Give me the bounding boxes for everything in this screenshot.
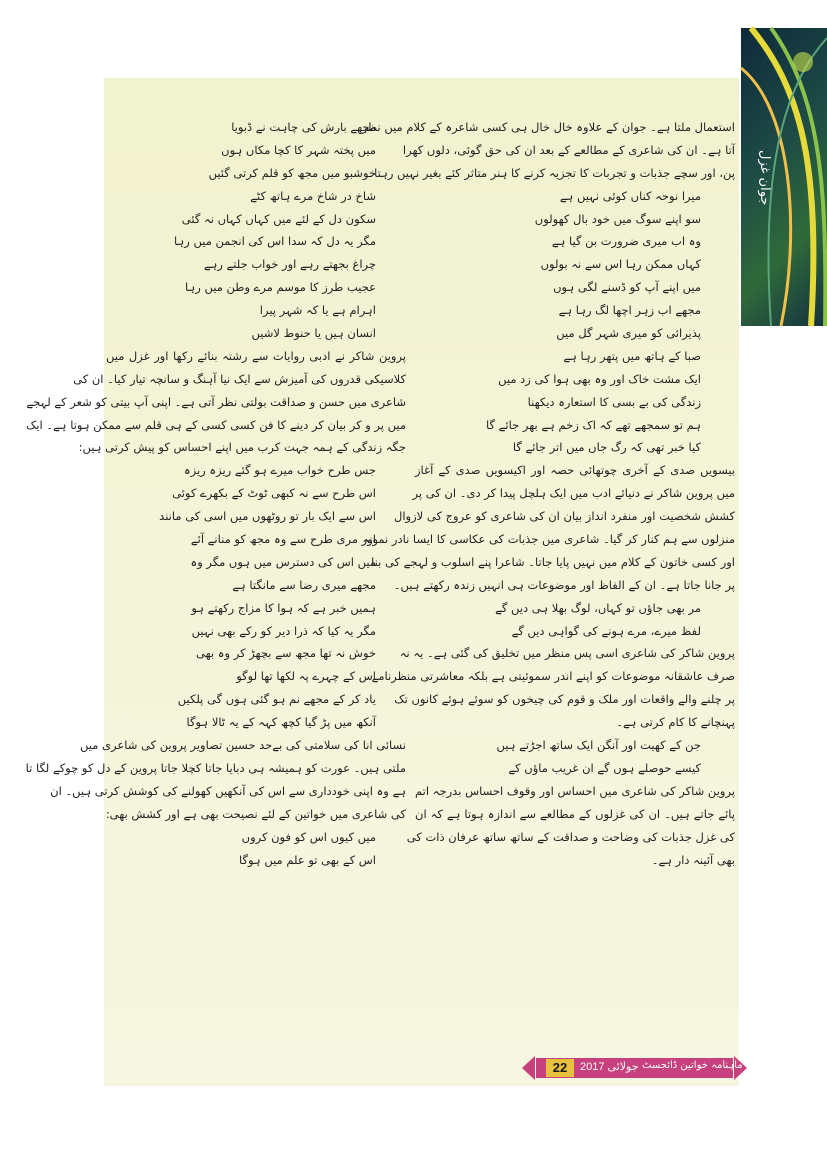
right-paragraph-3 xyxy=(406,780,735,872)
right-paragraph-2 xyxy=(371,642,735,734)
verse-line: عجیب طرز کا موسم مرے وطن میں رہا xyxy=(185,280,376,295)
text-line: منزلوں سے ہم کنار کر گیا۔ شاعری میں جذبات کی عکاسی کا ایسا نادر نمونہ xyxy=(362,532,735,547)
verse-line: جن کے کھیت اور آنگن ایک ساتھ اجڑتے ہیں xyxy=(496,738,701,753)
verse-line: مر بھی جاؤں تو کہاں، لوگ بھلا ہی دیں گے xyxy=(495,600,701,615)
text-line: بیسویں صدی کے آخری چوتھائی حصہ اور اکیسویں صدی کے آغاز xyxy=(415,463,735,478)
verse-line: ہم تو سمجھے تھے کہ اک زخم ہے بھر جائے گا xyxy=(486,417,701,432)
verse-line: اور مری طرح سے وہ مجھ کو منانے آئے xyxy=(190,532,376,547)
text-line: میں پر و کر بیان کر دینے کا فن کسی کسی کے ہی قلم سے ممکن ہوتا ہے۔ ایک xyxy=(25,417,406,432)
text-line: کی غزل جذبات کی وضاحت و صداقت کے ساتھ ساتھ عرفان ذات کی xyxy=(406,829,735,844)
left-verses-1 xyxy=(106,116,406,345)
text-line: اور کسی خاتون کے کلام میں نہیں پایا جاتا۔ شاعرا پنے اسلوب و لہجے کی بنا xyxy=(371,554,735,569)
text-line: ملتی ہیں۔ عورت کو ہمیشہ ہی دبایا جاتا کچلا جاتا پروین کے دل کو چوکے لگا تا xyxy=(25,760,406,775)
verse-line: خوشبو میں مجھ کو قلم کرتی گئیں xyxy=(208,165,376,180)
left-column xyxy=(25,116,406,871)
verse-line: اس سے ایک بار تو روٹھوں میں اسی کی مانند xyxy=(159,509,376,524)
left-verses-2 xyxy=(106,459,406,734)
left-verses-3 xyxy=(106,826,406,872)
verse-line: مجھے میری رضا سے مانگتا ہے xyxy=(232,577,376,592)
text-line: آتا ہے۔ ان کی شاعری کے مطالعے کے بعد ان کی حق گوئی، دلوں کھرا xyxy=(402,142,735,157)
text-line: پر چلنے والے واقعات اور ملک و قوم کی چیخوں کو سوئے ہوئے کانوں تک xyxy=(394,692,735,707)
right-intro-paragraph xyxy=(361,116,735,185)
issue-date: 2017 جولائی xyxy=(580,1061,639,1073)
text-line: کلاسیکی قدروں کی آمیزش سے ایک نیا آہنگ و سانچہ تیار کیا۔ ان کی xyxy=(73,371,406,386)
verse-line: وہ اب میری ضرورت بن گیا ہے xyxy=(551,234,701,249)
text-line: شاعری میں حسن و صداقت بولتی نظر آتی ہے۔ اپنی آپ بیتی کو شعر کے لہجے xyxy=(26,394,406,409)
right-verses-3 xyxy=(415,734,735,780)
verse-line: جس طرح خواب میرے ہو گئے ریزہ ریزہ xyxy=(183,463,376,478)
verse-line: آنکھ میں پڑ گیا کچھ کہہ کے یہ ٹالا ہوگا xyxy=(186,715,376,730)
text-line: پہنچانے کا کام کرتی ہے۔ xyxy=(616,715,735,730)
left-paragraph-1 xyxy=(25,345,406,459)
verse-line: مگر یہ کیا کہ ذرا دیر کو رکے بھی نہیں xyxy=(191,623,376,638)
text-line: ہے وہ اپنی خودداری سے اس کی آنکھیں کھولنے کی کوشش کرتی ہیں۔ ان xyxy=(50,783,406,798)
verse-line: اس کے چہرے پہ لکھا تھا لوگو xyxy=(236,669,376,684)
text-line: پروین شاکر نے ادبی روایات سے رشتہ بنائے رکھا اور غزل میں xyxy=(106,348,406,363)
verse-line: اہرام ہے یا کہ شہر پیرا xyxy=(259,303,376,318)
text-line: پر جانا جاتا ہے۔ ان کے الفاظ اور موضوعات ہی انہیں زندہ رکھتے ہیں۔ xyxy=(393,577,735,592)
verse-line: ہمیں خبر ہے کہ ہوا کا مزاج رکھتے ہو xyxy=(191,600,376,615)
verse-line: انسان ہیں یا حنوط لاشیں xyxy=(251,326,376,341)
verse-line: سکون دل کے لئے میں کہاں کہاں نہ گئی xyxy=(181,211,376,226)
verse-line: اس طرح سے نہ کبھی ٹوٹ کے بکھرے کوئی xyxy=(172,486,376,501)
text-line: پائے جاتے ہیں۔ ان کی غزلوں کے مطالعے سے اندازہ ہوتا ہے کہ ان xyxy=(415,806,735,821)
right-verses-1 xyxy=(415,185,735,460)
verse-line: سو اپنے سوگ میں خود بال کھولوں xyxy=(534,211,701,226)
verse-line: کہاں ممکن رہا اس سے نہ بولوں xyxy=(540,257,701,272)
magazine-name: ماہنامہ خواتین ڈائجسٹ xyxy=(642,1060,743,1071)
right-paragraph-1 xyxy=(362,459,735,596)
text-line: جگہ زندگی کے ہمہ جہت کرب میں اپنے احساس کو پیش کرتی ہیں: xyxy=(78,440,406,455)
verse-line: میں اس کی دسترس میں ہوں مگر وہ xyxy=(190,554,376,569)
verse-line: میں کیوں اس کو فون کروں xyxy=(241,829,376,844)
text-line: کی شاعری میں خواتین کے لئے نصیحت بھی ہے اور کشش بھی: xyxy=(105,806,406,821)
right-verses-2 xyxy=(415,597,735,643)
verse-line: پذیرائی کو میری شہر گل میں xyxy=(556,326,701,341)
right-column xyxy=(361,116,735,871)
page-number-badge: 22 xyxy=(546,1059,574,1077)
text-line: نسائی انا کی سلامتی کی بےحد حسین تصاویر پروین کی شاعری میں xyxy=(80,738,406,753)
page-footer xyxy=(522,1054,747,1082)
text-line: پروین شاکر کی شاعری اسی پس منظر میں تخلیق کی گئی ہے۔ یہ نہ xyxy=(399,646,735,661)
verse-line: مجھے اب زہر اچھا لگ رہا ہے xyxy=(558,303,701,318)
verse-line: خوش نہ تھا مجھ سے بچھڑ کر وہ بھی xyxy=(196,646,376,661)
verse-line: لفظ میرے، مرے ہونے کی گواہی دیں گے xyxy=(511,623,701,638)
verse-line: چراغ بجھتے رہے اور خواب جلتے رہے xyxy=(203,257,376,272)
verse-line: صبا کے ہاتھ میں پتھر رہا ہے xyxy=(563,348,701,363)
verse-line: زندگی کی بے بسی کا استعارہ دیکھنا xyxy=(527,394,701,409)
text-line: بھی آئینہ دار ہے۔ xyxy=(651,852,735,867)
left-paragraph-2 xyxy=(25,734,406,826)
text-line: پروین شاکر کی شاعری میں احساس اور وقوف احساس بدرجہ اتم xyxy=(415,783,735,798)
chevron-left-icon xyxy=(522,1056,535,1080)
text-line: پن، اور سچے جذبات و تجربات کا تجزیہ کرنے کا ہنر متاثر کئے بغیر نہیں رہتا۔ xyxy=(367,165,735,180)
verse-line: میں پختہ شہر کا کچا مکاں ہوں xyxy=(221,142,376,157)
verse-line: شاخ در شاخ مرے ہاتھ کٹے xyxy=(250,188,376,203)
verse-line: اس کے بھی تو علم میں ہوگا xyxy=(239,852,376,867)
verse-line: یاد کر کے مجھے نم ہو گئی ہوں گی پلکیں xyxy=(177,692,376,707)
section-title: جوان غزل xyxy=(757,150,772,206)
verse-line: مجھے بارش کی چاہت نے ڈبویا xyxy=(231,120,376,134)
text-line: کشش شخصیت اور منفرد انداز بیان ان کی شاعری کو عروج کی لازوال xyxy=(394,509,735,524)
verse-line: مگر یہ دل کہ سدا اس کی انجمن میں رہا xyxy=(174,234,376,249)
verse-line: کیسے حوصلے ہوں گے ان غریب ماؤں کے xyxy=(508,760,701,775)
text-line: صرف عاشقانہ موضوعات کو اپنے اندر سموئیتی ہے بلکہ معاشرتی منظرنامے xyxy=(371,669,735,684)
verse-line: میرا نوحہ کناں کوئی نہیں ہے xyxy=(559,188,701,203)
verse-line: میں اپنے آپ کو ڈسنے لگی ہوں xyxy=(553,280,701,295)
verse-line: ایک مشت خاک اور وہ بھی ہوا کی زد میں xyxy=(498,371,701,386)
text-line: میں پروین شاکر نے دنیائے ادب میں ایک ہلچل پیدا کر دی۔ ان کی پر xyxy=(412,486,735,501)
text-line: استعمال ملتا ہے۔ جوان کے علاوہ خال خال ہی کسی شاعرہ کے کلام میں نظر xyxy=(361,120,735,134)
verse-line: کیا خبر تھی کہ رگ جاں میں اتر جائے گا xyxy=(512,440,701,455)
